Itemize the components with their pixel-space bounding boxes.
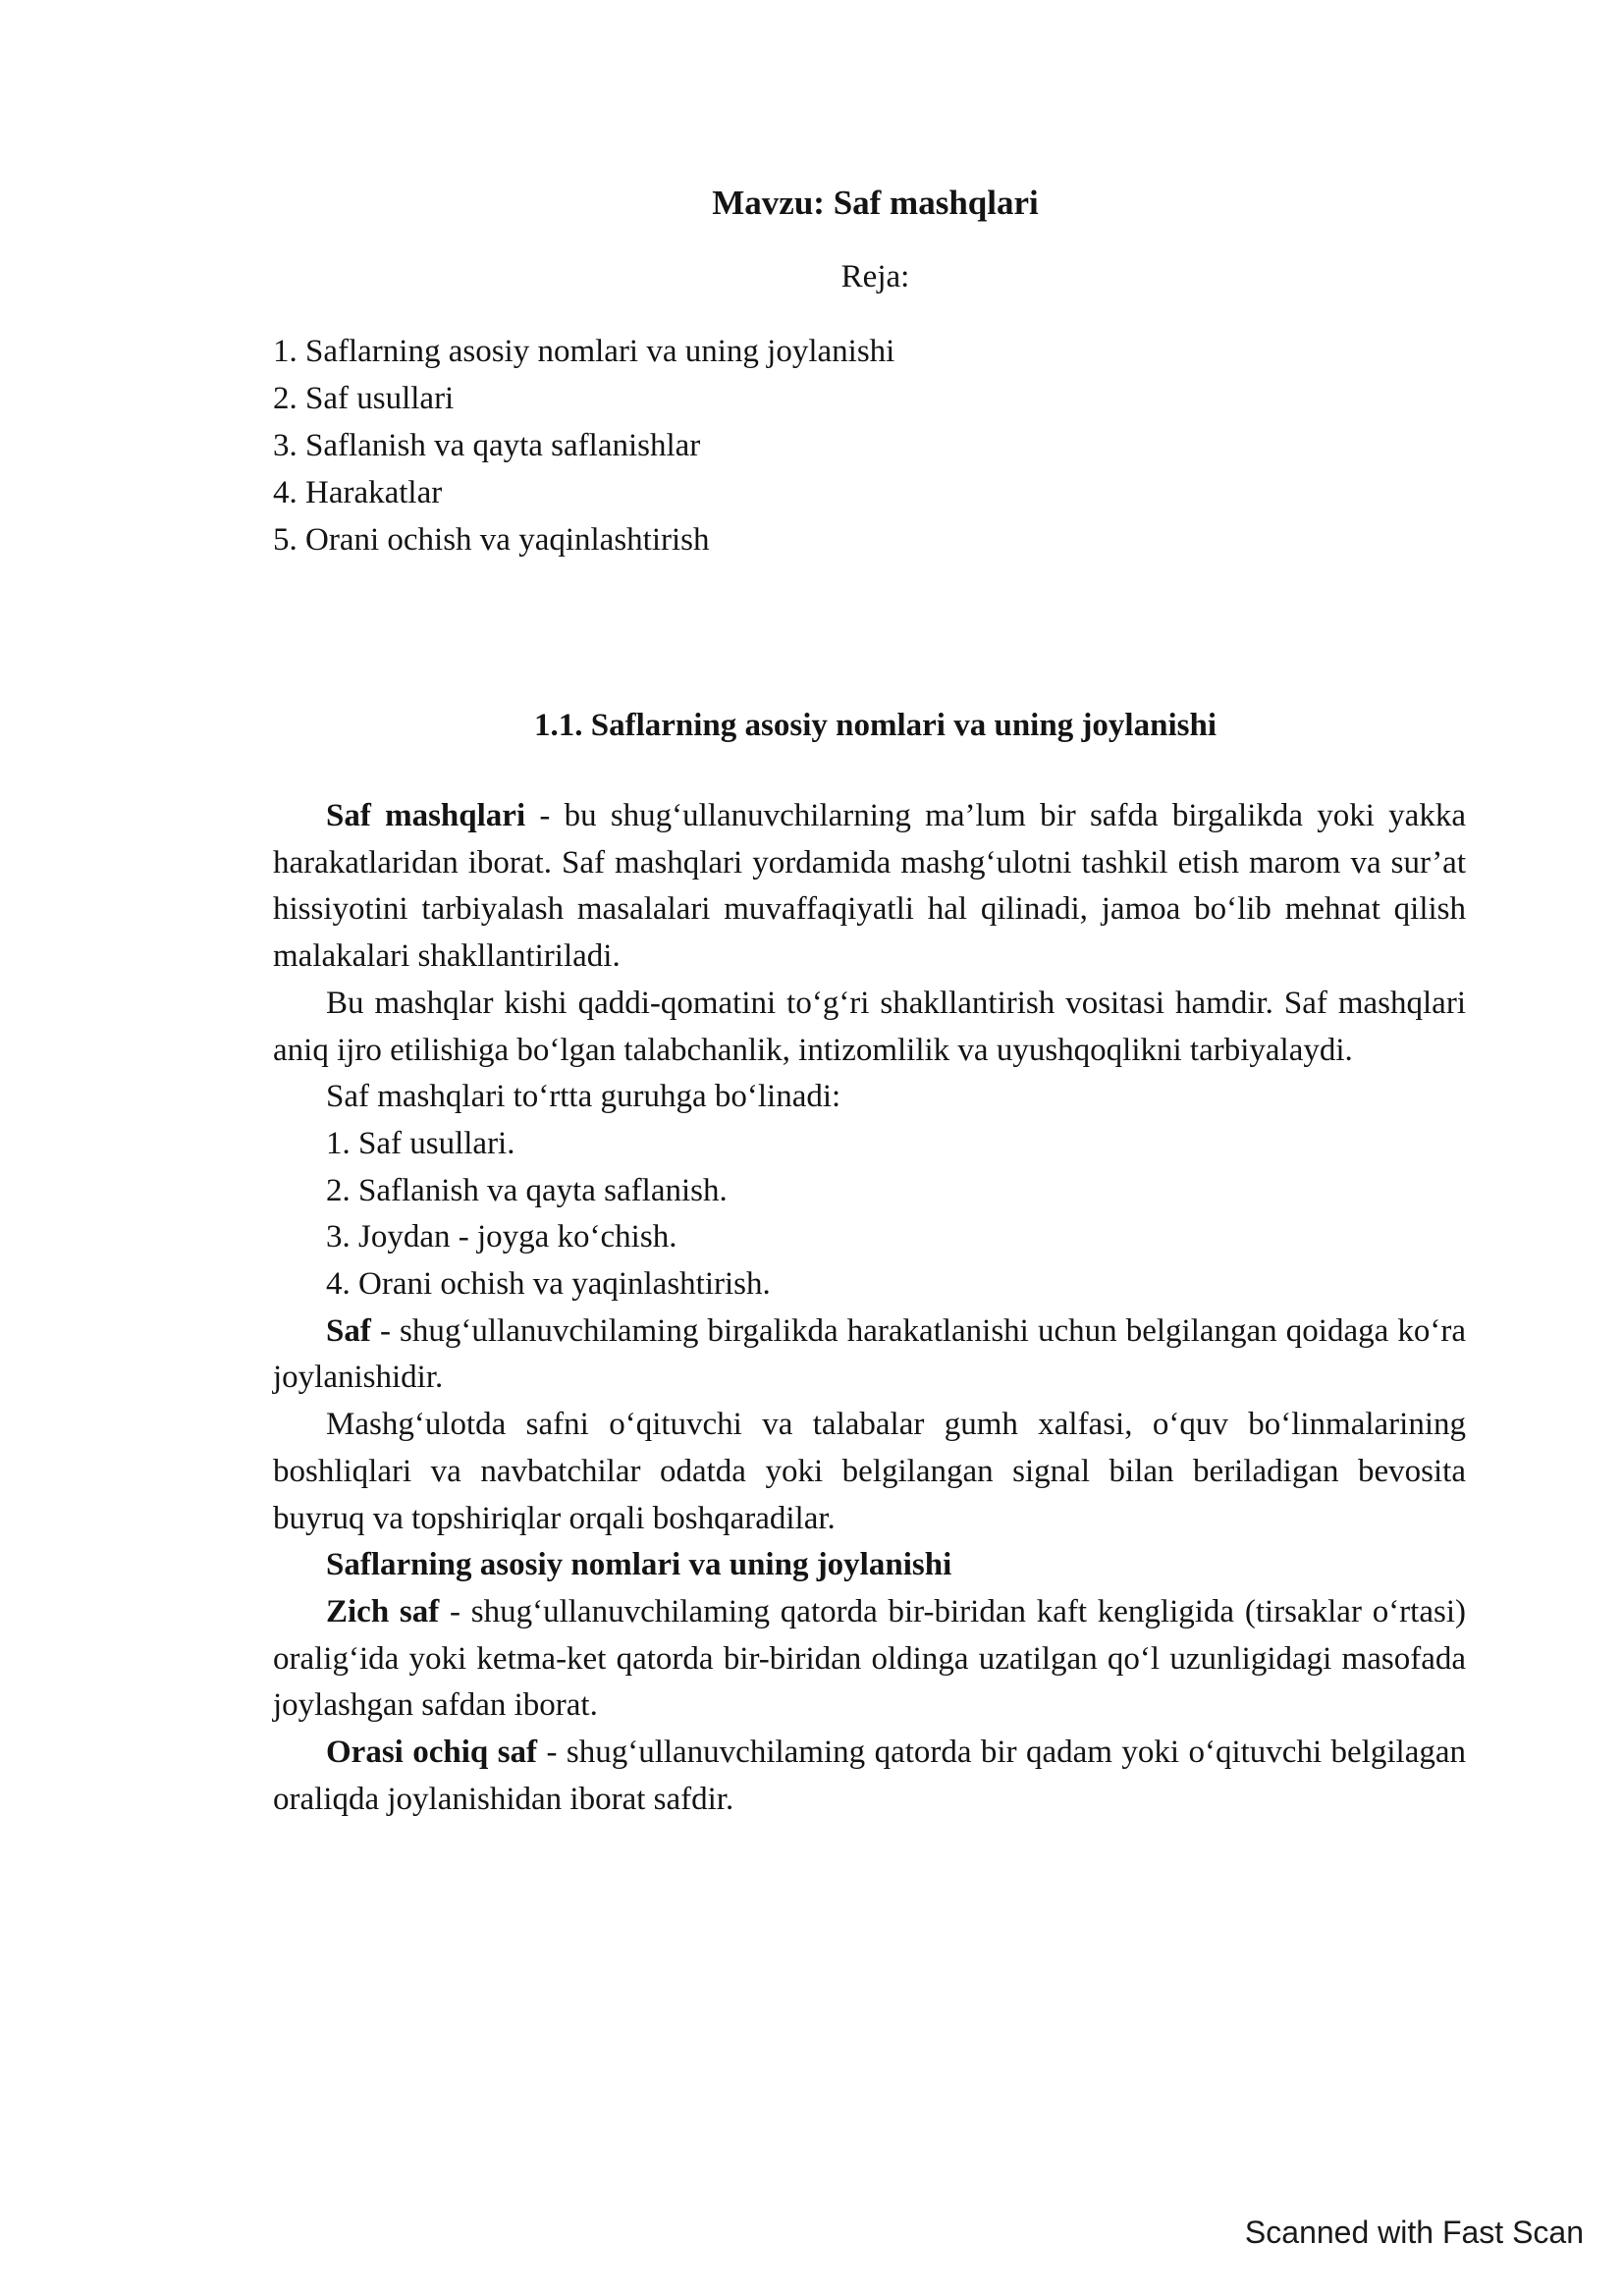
scan-watermark: Scanned with Fast Scan — [1244, 2215, 1584, 2250]
paragraph — [273, 793, 1466, 981]
paragraph — [273, 1402, 1466, 1542]
paragraph — [273, 1074, 1466, 1121]
paragraph — [273, 1589, 1466, 1730]
plan-item: 5. Orani ochish va yaqinlashtirish — [273, 522, 710, 558]
paragraph-text: - shug‘ullanuvchilaming qatorda bir-biridan kaft kengligida (tirsaklar o‘rtasi) oralig‘ida yoki ketma-ket qatorda bir-biridan oldinga uzatilgan qo‘l uzunligidagi masofada joylashgan safdan iborat. — [273, 1593, 1466, 1724]
plan-list — [273, 328, 894, 563]
plan-item: 4. Harakatlar — [273, 475, 443, 510]
section-heading: 1.1. Saflarning asosiy nomlari va uning joylanishi — [534, 708, 1217, 743]
body-text — [273, 793, 1466, 1823]
paragraph-term: Orasi ochiq saf — [326, 1735, 538, 1771]
paragraph-text: - bu shug‘ullanuvchilarning ma’lum bir safda birgalikda yoki yakka harakatlaridan iborat. Saf mashqlari yordamida mashg‘ulotni tashkil etish marom va sur’at hissiyotini tarbiyalash masalalari muvaffaqiyatli hal qilinadi, jamoa bo‘lib mehnat qilish malakalari shakllantiriladi. — [273, 798, 1466, 975]
subheading — [273, 1542, 1466, 1589]
paragraph — [273, 981, 1466, 1074]
paragraph-text: Saf mashqlari to‘rtta guruhga bo‘linadi: — [326, 1079, 841, 1115]
paragraph-term: Zich saf — [326, 1593, 440, 1629]
group-item: 2. Saflanish va qayta saflanish. — [326, 1172, 728, 1208]
paragraph-term: Saf mashqlari — [326, 798, 526, 833]
plan-item: 2. Saf usullari — [273, 381, 455, 416]
plan-item: 3. Saflanish va qayta saflanishlar — [273, 428, 701, 463]
paragraph-text: Mashg‘ulotda safni o‘qituvchi va talabalar gumh xalfasi, o‘quv bo‘linmalarining boshliqlari va navbatchilar odatda yoki belgilangan signal bilan beriladigan bevosita buyruq va topshiriqlar orqali boshqaradilar. — [273, 1407, 1466, 1536]
group-item: 3. Joydan - joyga ko‘chish. — [326, 1219, 677, 1255]
paragraph-text: Bu mashqlar kishi qaddi-qomatini to‘g‘ri shakllantirish vositasi hamdir. Saf mashqlari aniq ijro etilishiga bo‘lgan talabchanlik, intizomlilik va uyushqoqlikni tarbiyalaydi. — [273, 985, 1466, 1068]
paragraph-text: - shug‘ullanuvchilaming birgalikda harakatlanishi uchun belgilangan qoidaga ko‘ra joylanishidir. — [273, 1312, 1466, 1396]
subheading-text: Saflarning asosiy nomlari va uning joylanishi — [326, 1547, 952, 1583]
paragraph — [273, 1730, 1466, 1823]
paragraph — [273, 1308, 1466, 1402]
group-item: 1. Saf usullari. — [326, 1125, 515, 1161]
paragraph-text: - shug‘ullanuvchilaming qatorda bir qadam yoki o‘qituvchi belgilagan oraliqda joylanishidan iborat safdir. — [273, 1735, 1466, 1817]
group-item: 4. Orani ochish va yaqinlashtirish. — [326, 1266, 771, 1303]
topic-title: Mavzu: Saf mashqlari — [712, 184, 1039, 222]
plan-item: 1. Saflarning asosiy nomlari va uning joylanishi — [273, 334, 895, 369]
paragraph-term: Saf — [326, 1312, 371, 1349]
plan-label: Reja: — [840, 259, 910, 294]
